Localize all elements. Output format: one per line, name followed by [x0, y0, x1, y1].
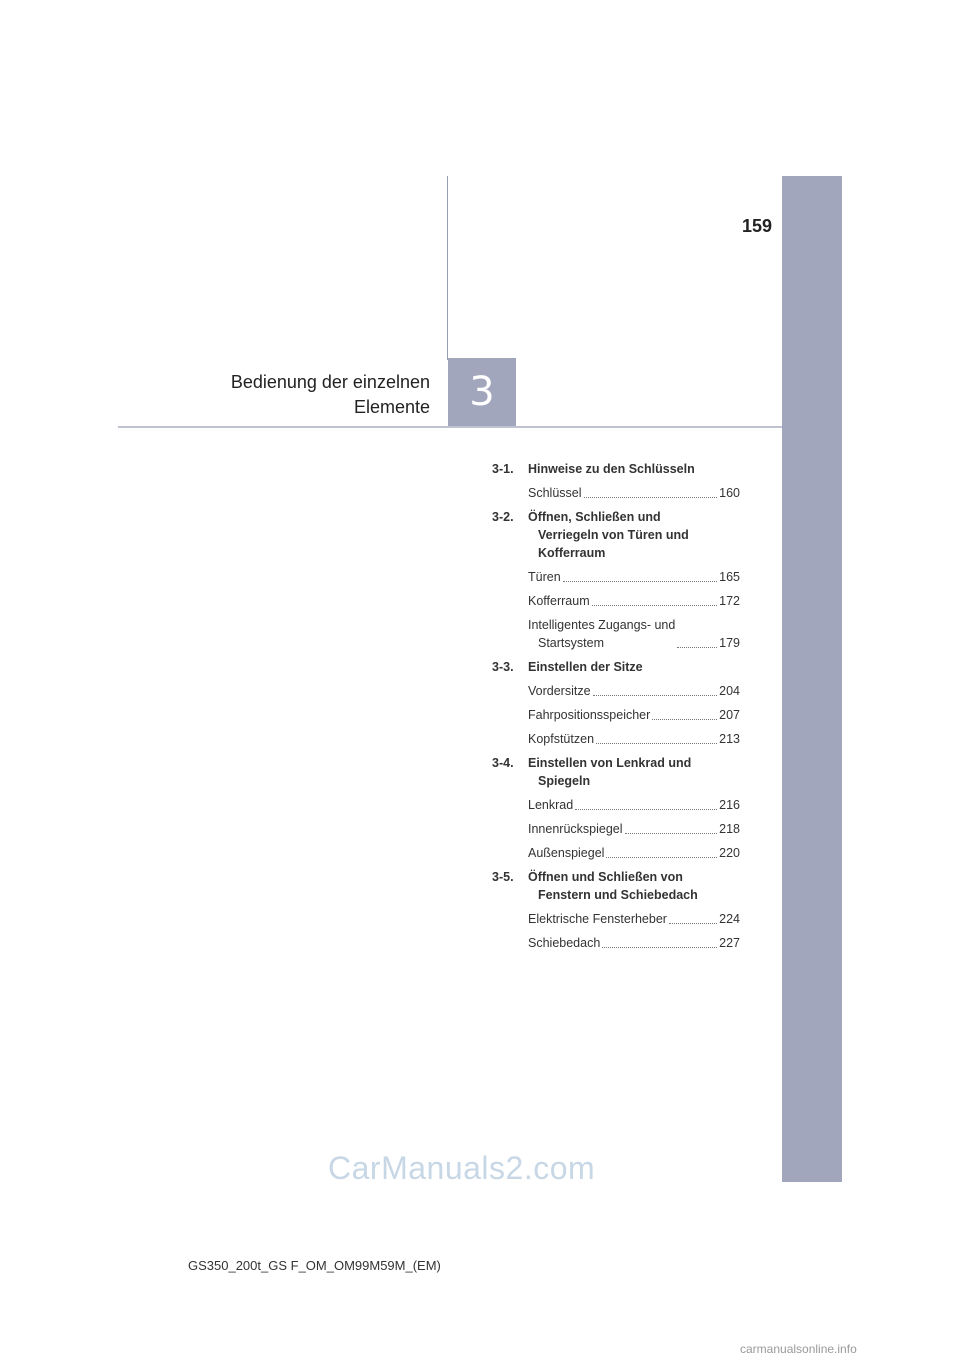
chapter-number: 3	[469, 369, 495, 415]
toc-leader-dots	[584, 497, 718, 498]
toc-entry-label-line: Vordersitze	[528, 684, 591, 698]
toc-entry[interactable]	[528, 706, 740, 724]
toc-chapter-number: 3-1.	[492, 462, 514, 476]
toc-chapter-title-line: Fenstern und Schiebedach	[538, 888, 698, 902]
toc-entry-label-line: Türen	[528, 570, 561, 584]
toc-chapter-number: 3-3.	[492, 660, 514, 674]
toc-entry-page: 204	[719, 684, 740, 698]
toc-entry-page: 213	[719, 732, 740, 746]
toc-leader-dots	[575, 809, 717, 810]
toc-entry-page: 160	[719, 486, 740, 500]
toc-leader-dots	[593, 695, 718, 696]
section-title-line-2: Elemente	[353, 397, 430, 417]
toc-entry-label	[528, 796, 573, 814]
toc-entry[interactable]	[528, 730, 740, 748]
toc-chapter-group	[492, 868, 740, 952]
toc-entry-label-line: Startsystem	[538, 636, 604, 650]
toc-leader-dots	[606, 857, 717, 858]
toc-entry-label	[528, 910, 667, 928]
toc-entry-label	[528, 820, 623, 838]
toc-entry-page: 224	[719, 912, 740, 926]
toc-chapter-title	[528, 658, 740, 676]
toc-entry-page: 216	[719, 798, 740, 812]
header-vertical-rule	[447, 176, 448, 360]
toc-entry-page: 179	[719, 636, 740, 650]
toc-entry[interactable]	[528, 682, 740, 700]
toc-chapter-number: 3-5.	[492, 870, 514, 884]
toc-chapter-title	[528, 508, 740, 562]
toc-entry[interactable]	[528, 844, 740, 862]
toc-entry[interactable]	[528, 934, 740, 952]
toc-leader-dots	[563, 581, 717, 582]
toc-entry-page: 227	[719, 936, 740, 950]
toc-entry-page: 218	[719, 822, 740, 836]
toc-entry-label	[528, 844, 604, 862]
toc-entry-label-line: Fahrpositionsspeicher	[528, 708, 651, 722]
toc-entry-label	[528, 730, 594, 748]
toc-entry-label	[528, 934, 600, 952]
toc-leader-dots	[592, 605, 718, 606]
toc-entry[interactable]	[528, 796, 740, 814]
toc-entry[interactable]	[528, 592, 740, 610]
toc-chapter-title-line: Spiegeln	[538, 774, 591, 788]
toc-chapter-title-line: Einstellen von Lenkrad und	[528, 756, 692, 770]
toc-leader-dots	[677, 647, 717, 648]
toc-entry-label-line: Schlüssel	[528, 486, 582, 500]
toc-leader-dots	[669, 923, 717, 924]
toc-entry[interactable]	[528, 568, 740, 586]
toc-entry-label	[528, 592, 590, 610]
section-title-line-1: Bedienung der einzelnen	[230, 372, 430, 392]
toc-chapter-title	[528, 460, 740, 478]
toc-entry-label	[528, 706, 650, 724]
toc-chapter-title-line: Kofferraum	[538, 546, 606, 560]
toc-chapter-group	[492, 658, 740, 748]
watermark: CarManuals2.com	[328, 1150, 596, 1186]
toc-entry-label-line: Kopfstützen	[528, 732, 595, 746]
toc-chapter-group	[492, 508, 740, 652]
toc-chapter-heading[interactable]	[492, 460, 740, 478]
toc-entry-label-line: Innenrückspiegel	[528, 822, 623, 836]
toc-entry-label-line: Außenspiegel	[528, 846, 605, 860]
toc-chapter-title-line: Hinweise zu den Schlüsseln	[528, 462, 695, 476]
toc-entry-page: 220	[719, 846, 740, 860]
toc-entry-label-line: Schiebedach	[528, 936, 601, 950]
toc-chapter-title-line: Einstellen der Sitze	[528, 660, 643, 674]
toc-chapter-group	[492, 460, 740, 502]
header-horizontal-rule	[118, 426, 782, 428]
toc-chapter-heading[interactable]	[492, 658, 740, 676]
toc-chapter-title	[528, 754, 740, 790]
toc-entry-label-line: Elektrische Fensterheber	[528, 912, 667, 926]
toc-entry-label	[528, 484, 582, 502]
toc-entry-page: 165	[719, 570, 740, 584]
toc-entry-page: 207	[719, 708, 740, 722]
section-title	[150, 370, 430, 420]
toc-entry-label-line: Kofferraum	[528, 594, 590, 608]
toc-leader-dots	[625, 833, 718, 834]
bottom-watermark: carmanualsonline.info	[740, 1342, 857, 1356]
toc-chapter-title-line: Öffnen, Schließen und	[528, 510, 661, 524]
toc-entry[interactable]	[528, 616, 740, 652]
toc-chapter-title-line: Verriegeln von Türen und	[538, 528, 689, 542]
toc-entry-label-line: Lenkrad	[528, 798, 574, 812]
toc-entry-label-line: Intelligentes Zugangs- und	[528, 618, 676, 632]
chapter-side-tab	[782, 176, 842, 1182]
toc-chapter-heading[interactable]	[492, 868, 740, 904]
table-of-contents	[492, 460, 740, 958]
toc-chapter-group	[492, 754, 740, 862]
toc-chapter-title-line: Öffnen und Schließen von	[528, 870, 683, 884]
toc-entry-label	[528, 568, 561, 586]
toc-entry-label	[528, 616, 675, 652]
toc-entry-label	[528, 682, 591, 700]
toc-chapter-number: 3-2.	[492, 510, 514, 524]
toc-leader-dots	[602, 947, 717, 948]
chapter-number-box	[448, 358, 516, 426]
page-number: 159	[741, 216, 772, 236]
toc-chapter-heading[interactable]	[492, 508, 740, 562]
footer-code: GS350_200t_GS F_OM_OM99M59M_(EM)	[188, 1258, 441, 1273]
toc-chapter-number: 3-4.	[492, 756, 514, 770]
toc-chapter-title	[528, 868, 740, 904]
toc-entry[interactable]	[528, 820, 740, 838]
toc-entry[interactable]	[528, 910, 740, 928]
toc-leader-dots	[652, 719, 717, 720]
toc-chapter-heading[interactable]	[492, 754, 740, 790]
toc-entry-page: 172	[719, 594, 740, 608]
toc-leader-dots	[596, 743, 717, 744]
toc-entry[interactable]	[528, 484, 740, 502]
